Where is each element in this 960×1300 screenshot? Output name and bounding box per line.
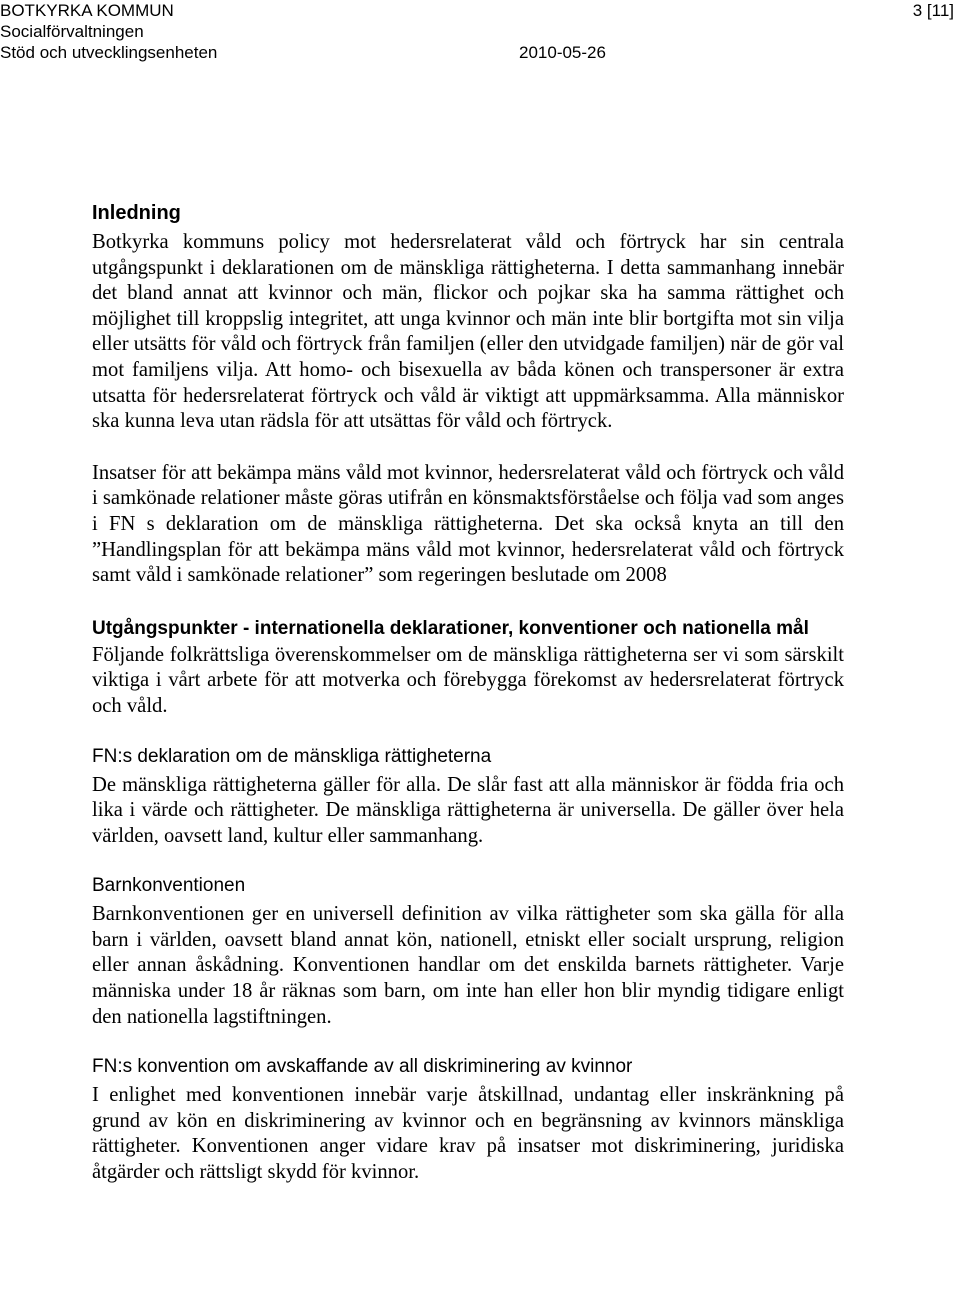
child-convention-paragraph: Barnkonventionen ger en universell definition av vilka rättigheter som ska gälla för alla barn i världen, oavsett bland annat kön, nationell, etniskt eller socialt ursprung, religion eller annan åskådning. Konventionen handlar om det enskilda barnets rättigheter. Varje människa under 18 år räknas som barn, om inte han eller hon blir myndig tidigare enligt den nationella lagstiftningen. (92, 903, 844, 1028)
un-declaration-paragraph: De mänskliga rättigheterna gäller för alla. De slår fast att alla människor är födda fria och lika i värde och rättigheter. De mänskliga rättigheterna är universella. De gäller över hela världen, oavsett land, kultur eller sammanhang. (92, 773, 844, 847)
intro-paragraph-2: Insatser för att bekämpa mäns våld mot kvinnor, hedersrelaterat våld och förtryck och våld i samkönade relationer måste göras utifrån en könsmaktsförståelse och följa vad som anges i FN s deklaration om de mänskliga rättigheterna. Det ska också knyta an till den ”Handlingsplan för att bekämpa mäns våld mot kvinnor, hedersrelaterat våld och förtryck samt våld i samkönade relationer” som regeringen beslutade om 2008 (92, 461, 844, 587)
cedaw-paragraph: I enlighet med konventionen innebär varje åtskillnad, undantag eller inskränkning på grund av kön en diskriminering av kvinnor och en begränsning av kvinnors mänskliga rättigheter. Konventionen anger vidare krav på insatser mot diskriminering, juridiska åtgärder och rättsligt skydd för kvinnor. (92, 1084, 844, 1184)
intro-paragraph-1: Botkyrka kommuns policy mot hedersrelaterat våld och förtryck har sin centrala utgångspunkt i deklarationen om de mänskliga rättigheterna. I detta sammanhang innebär det bland annat att kvinnor och män, flickor och pojkar ska ha samma rättighet och möjlighet till kroppslig integritet, att unga kvinnor och män inte blir bortgifta mot sin vilja eller utsätts för våld och förtryck från familjen (eller den utvidgade familjen) när de gör val mot familjens vilja. Att homo- och bisexuella av båda könen och transpersoner är extra utsatta för hedersrelaterat förtryck och våld är viktigt att uppmärksamma. Alla människor ska kunna leva utan rädsla för att utsättas för våld och förtryck. (92, 231, 844, 433)
page-number: 3 [11] (912, 1, 954, 20)
starting-points-heading: Utgångspunkter - internationella deklarationer, konventioner och nationella mål (92, 617, 809, 639)
un-declaration-heading: FN:s deklaration om de mänskliga rättigheterna (92, 745, 492, 767)
organization-name: BOTKYRKA KOMMUN (0, 1, 174, 20)
unit-name: Stöd och utvecklingsenheten (0, 43, 218, 62)
intro-heading: Inledning (92, 202, 181, 224)
child-convention-heading: Barnkonventionen (92, 875, 246, 897)
document-date: 2010-05-26 (519, 43, 606, 62)
page-header (0, 0, 960, 64)
cedaw-heading: FN:s konvention om avskaffande av all diskriminering av kvinnor (92, 1056, 633, 1078)
department-name: Socialförvaltningen (0, 22, 144, 41)
document-body (92, 200, 844, 1186)
starting-points-paragraph: Följande folkrättsliga överenskommelser om de mänskliga rättigheterna ser vi som särskilt viktiga i vårt arbete för att motverka och förebygga förekomst av hedersrelaterat förtryck och våld. (92, 643, 844, 717)
